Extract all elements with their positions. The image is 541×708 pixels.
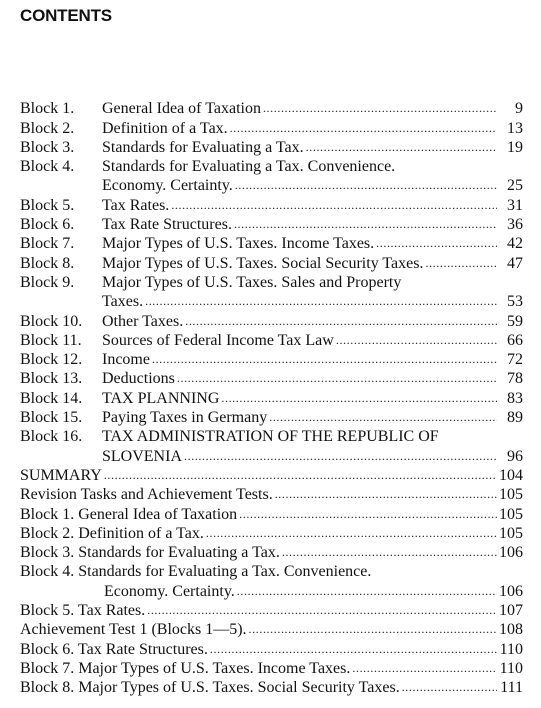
contents-heading: CONTENTS [20,6,112,25]
toc-entry-body [102,350,523,369]
toc-entry-body [102,215,523,234]
toc-entry[interactable] [20,408,523,427]
toc-entry-title: SUMMARY [20,466,102,484]
toc-entry-body [20,640,523,659]
toc-entry-body [20,466,523,485]
toc-entry-title: Block 8. Major Types of U.S. Taxes. Social Security Taxes. [20,679,400,697]
toc-entry[interactable] [20,176,523,195]
toc-entry-page-number: 105 [499,524,523,542]
toc-entry-body [102,292,523,311]
toc-entry-page-number: 19 [507,138,523,156]
toc-entry-body [102,273,523,292]
toc-entry[interactable] [20,157,523,176]
toc-entry[interactable] [20,485,523,504]
toc-entry[interactable] [20,311,523,330]
toc-entry-number: Block 8. [20,254,75,272]
toc-entry-body [102,369,523,388]
toc-entry-title: Block 2. Definition of a Tax. [20,524,204,542]
toc-entry-title: Standards for Evaluating a Tax. Convenience. [102,158,396,176]
toc-entry[interactable] [20,215,523,234]
toc-entry-body [102,234,523,253]
toc-entry-number: Block 4. [20,158,75,176]
toc-entry-title: Block 5. Tax Rates. [20,602,146,620]
toc-entry[interactable] [20,331,523,350]
toc-entry-body [102,389,523,408]
toc-entry[interactable] [20,620,523,639]
toc-entry-title: Block 6. Tax Rate Structures. [20,640,208,658]
toc-entry-body [20,505,523,524]
dot-leader [206,524,497,543]
toc-entry-number: Block 1. [20,100,75,118]
toc-entry-page-number: 25 [507,177,523,195]
toc-entry-number: Block 16. [20,428,83,446]
toc-entry-title: TAX ADMINISTRATION OF THE REPUBLIC OF [102,428,439,446]
toc-entry-title: Income [102,351,150,369]
toc-entry-page-number: 31 [507,196,523,214]
table-of-contents [20,99,523,697]
toc-entry-number: Block 12. [20,351,83,369]
toc-entry[interactable] [20,195,523,214]
toc-entry-title: Paying Taxes in Germany [102,409,268,427]
toc-entry-title: Other Taxes. [102,312,184,330]
toc-entry-title: Sources of Federal Income Tax Law [102,331,334,349]
toc-entry-title: Major Types of U.S. Taxes. Social Security Taxes. [102,254,424,272]
dot-leader [275,485,497,504]
toc-entry-title: Block 3. Standards for Evaluating a Tax. [20,544,280,562]
toc-entry-page-number: 110 [499,659,523,677]
toc-entry-title: Block 7. Major Types of U.S. Taxes. Income Taxes. [20,659,351,677]
toc-entry-page-number: 104 [499,466,523,484]
toc-entry-page-number: 42 [507,235,523,253]
toc-entry[interactable] [20,369,523,388]
toc-entry-body [102,99,523,118]
toc-entry-title: Revision Tasks and Achievement Tests. [20,486,273,504]
toc-entry-title: Tax Rates. [102,196,170,214]
toc-entry-number: Block 5. [20,196,75,214]
toc-entry-body [102,138,523,157]
toc-entry-page-number: 105 [499,505,523,523]
toc-entry-page-number: 53 [507,293,523,311]
toc-entry-page-number: 108 [499,621,523,639]
toc-entry-body [20,562,523,581]
toc-entry-number: Block 13. [20,370,83,388]
toc-entry-body [20,524,523,543]
toc-entry-title: SLOVENIA [102,447,182,465]
dot-leader [152,350,497,369]
dot-leader [263,99,497,118]
toc-entry[interactable] [20,543,523,562]
toc-entry[interactable] [20,466,523,485]
toc-entry-body [102,176,523,195]
toc-entry-body [102,196,523,215]
toc-entry-body [102,312,523,331]
dot-leader [171,196,497,215]
toc-entry[interactable] [20,388,523,407]
toc-entry[interactable] [20,678,523,697]
toc-entry-title: Deductions [102,370,175,388]
dot-leader [104,466,497,485]
toc-entry[interactable] [20,138,523,157]
toc-entry-title: General Idea of Taxation [102,100,261,118]
toc-entry-body [20,678,523,697]
toc-entry-number: Block 3. [20,138,75,156]
toc-entry-title: Major Types of U.S. Taxes. Income Taxes. [102,235,375,253]
toc-entry-number: Block 14. [20,389,83,407]
dot-leader [239,505,497,524]
dot-leader [177,369,497,388]
toc-entry-title: Major Types of U.S. Taxes. Sales and Property [102,273,402,291]
toc-entry[interactable] [20,350,523,369]
toc-entry-page-number: 66 [507,331,523,349]
toc-entry[interactable] [20,601,523,620]
toc-entry-body [20,543,523,562]
toc-entry-body [102,119,523,138]
toc-entry-body [20,659,523,678]
toc-entry-body [102,254,523,273]
toc-entry-page-number: 59 [507,312,523,330]
toc-entry[interactable] [20,504,523,523]
toc-entry-number: Block 15. [20,409,83,427]
toc-entry-title: Economy. Certainty. [102,177,233,195]
toc-entry-page-number: 107 [499,602,523,620]
toc-entry-page-number: 106 [499,544,523,562]
toc-entry-page-number: 72 [507,351,523,369]
toc-entry-page-number: 106 [499,582,523,600]
toc-entry[interactable] [20,118,523,137]
dot-leader [237,582,497,601]
toc-entry-page-number: 9 [515,100,523,118]
toc-entry-body [102,157,523,176]
dot-leader [210,640,497,659]
dot-leader [376,234,497,253]
toc-entry[interactable] [20,446,523,465]
dot-leader [269,408,497,427]
dot-leader [402,678,497,697]
dot-leader [234,215,497,234]
toc-entry-number: Block 9. [20,273,75,291]
toc-entry[interactable] [20,99,523,118]
toc-entry-title: Definition of a Tax. [102,119,228,137]
toc-entry-body [102,408,523,427]
toc-entry-page-number: 36 [507,216,523,234]
dot-leader [249,620,497,639]
toc-entry-number: Block 11. [20,331,82,349]
dot-leader [230,119,497,138]
toc-entry-page-number: 78 [507,370,523,388]
toc-entry[interactable] [20,659,523,678]
toc-entry[interactable] [20,273,523,292]
dot-leader [221,389,497,408]
toc-entry-body [20,601,523,620]
toc-entry-body [20,485,523,504]
toc-entry-body [102,447,523,466]
toc-entry-title: Block 1. General Idea of Taxation [20,505,238,523]
toc-entry-title: Standards for Evaluating a Tax. [102,138,304,156]
dot-leader [235,176,497,195]
toc-entry-number: Block 10. [20,312,83,330]
dot-leader [425,254,497,273]
toc-entry-title: Tax Rate Structures. [102,216,232,234]
toc-entry[interactable] [20,234,523,253]
toc-entry-title: Achievement Test 1 (Blocks 1—5). [20,621,247,639]
toc-entry-page-number: 89 [507,409,523,427]
toc-entry-title: Taxes. [102,293,144,311]
dot-leader [352,659,497,678]
toc-entry-body [20,620,523,639]
dot-leader [145,292,497,311]
dot-leader [336,331,497,350]
toc-entry[interactable] [20,253,523,272]
dot-leader [185,312,497,331]
toc-entry[interactable] [20,581,523,600]
toc-entry-page-number: 83 [507,389,523,407]
toc-entry[interactable] [20,427,523,446]
toc-entry-number: Block 2. [20,119,75,137]
toc-entry-title: TAX PLANNING [102,389,220,407]
toc-entry-body [20,582,523,601]
toc-entry-title: Economy. Certainty. [104,582,235,600]
toc-entry[interactable] [20,639,523,658]
toc-entry-page-number: 111 [500,679,523,697]
dot-leader [306,138,497,157]
toc-entry[interactable] [20,292,523,311]
toc-entry-page-number: 105 [499,486,523,504]
toc-entry-number: Block 6. [20,216,75,234]
toc-entry-body [102,427,523,446]
dot-leader [282,543,497,562]
dot-leader [184,447,497,466]
toc-entry-page-number: 13 [507,119,523,137]
toc-entry-title: Block 4. Standards for Evaluating a Tax. Convenience. [20,563,372,581]
dot-leader [147,601,497,620]
toc-entry-body [102,331,523,350]
toc-entry-number: Block 7. [20,235,75,253]
toc-entry[interactable] [20,524,523,543]
toc-entry[interactable] [20,562,523,581]
toc-entry-page-number: 110 [499,640,523,658]
toc-entry-page-number: 96 [507,447,523,465]
toc-entry-page-number: 47 [507,254,523,272]
